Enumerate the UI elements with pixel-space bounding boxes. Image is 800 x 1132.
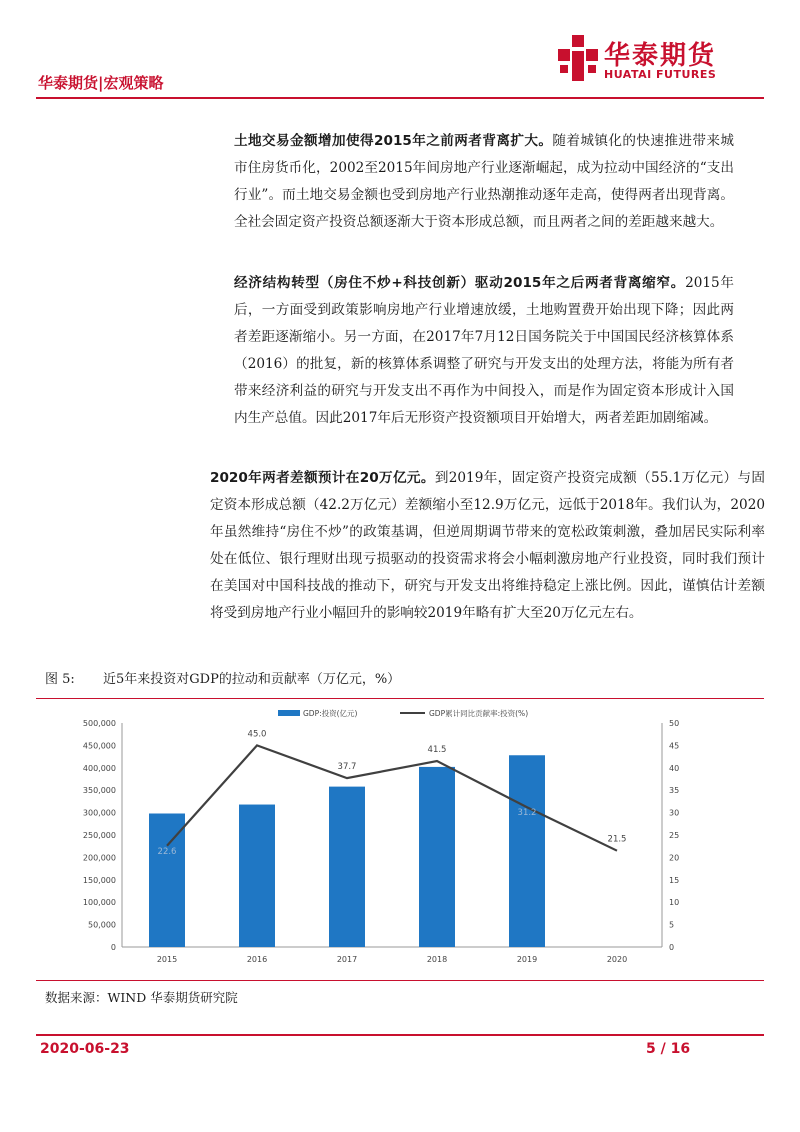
data-label-contribution-rate: 41.5 [427,745,447,756]
bar-investment [149,813,185,947]
x-axis-tick-label: 2018 [426,955,448,964]
paragraph-lead: 土地交易金额增加使得2015年之前两者背离扩大。 [234,133,553,149]
investment-gdp-chart [40,705,760,975]
header-section-title: 华泰期货|宏观策略 [38,74,164,92]
bar-investment [419,767,455,947]
paragraph-lead: 2020年两者差额预计在20万亿元。 [210,470,435,486]
figure-source: 数据来源：WIND 华泰期货研究院 [45,990,238,1005]
logo-text-cn: 华泰期货 [604,41,717,71]
paragraph-body: 2015年后，一方面受到政策影响房地产行业增速放缓，土地购置费开始出现下降；因此两者差距逐渐缩小。另一方面，在2017年7月12日国务院关于中国国民经济核算体系（2016）的批复，新的核算体系调整了研究与开发支出的处理方法，将能为所有者带来经济利益的研究与开发支出不再作为中间投入，而是作为固定资本形成计入国内生产总值。因此2017年后无形资产投资额项目开始增大，两者差距加剧缩减。 [234,275,734,426]
figure-bottom-divider [36,980,764,981]
right-axis-tick-label: 5 [669,920,675,930]
right-axis-tick-label: 40 [669,763,680,773]
data-label-contribution-rate: 21.5 [607,834,627,845]
left-axis-tick-label: 50,000 [88,920,116,930]
x-axis-tick-label: 2019 [516,955,538,964]
right-axis-tick-label: 20 [669,853,680,863]
paragraph-body: 随着城镇化的快速推进带来城市住房货币化，2002至2015年间房地产行业逐渐崛起，成为拉动中国经济的“支出行业”。而土地交易金额也受到房地产行业热潮推动逐年走高，使得两者出现背离。全社会固定资产投资总额逐渐大于资本形成总额，而且两者之间的差距越来越大。 [234,133,734,230]
right-axis-tick-label: 45 [669,741,680,751]
x-axis-tick-label: 2017 [336,955,358,964]
bar-investment [239,805,275,947]
x-axis-tick-label: 2016 [246,955,268,964]
left-axis-tick-label: 100,000 [82,898,116,908]
footer-divider [36,1034,764,1036]
paragraph-body: 到2019年，固定资产投资完成额（55.1万亿元）与固定资本形成总额（42.2万亿元）差额缩小至12.9万亿元，远低于2018年。我们认为，2020年虽然维持“房住不炒”的政策基调，但逆周期调节带来的宽松政策刺激，叠加居民实际利率处在低位、银行理财出现亏损驱动的投资需求将会小幅刺激房地产行业投资，同时我们预计在美国对中国科技战的推动下，研究与开发支出将维持稳定上涨比例。因此，谨慎估计差额将受到房地产行业小幅回升的影响较2019年略有扩大至20万亿元左右。 [210,470,765,621]
left-axis-tick-label: 450,000 [82,741,116,751]
left-axis-tick-label: 150,000 [82,875,116,885]
line-contribution-rate [167,745,617,850]
right-axis-tick-label: 15 [669,875,680,885]
x-axis-tick-label: 2015 [156,955,178,964]
footer-page-number: 5 / 16 [646,1041,691,1057]
right-axis-tick-label: 30 [669,808,680,818]
logo-text-en: HUATAI FUTURES [604,68,717,81]
data-label-contribution-rate: 22.6 [157,846,177,857]
logo-mark-icon [558,35,598,83]
legend-label-line: GDP累计同比贡献率:投资(%) [429,709,529,718]
right-axis-tick-label: 35 [669,786,680,796]
chart-svg [40,705,760,975]
paragraph-land-transaction [234,128,734,236]
left-axis-tick-label: 300,000 [82,808,116,818]
right-axis-tick-label: 50 [669,719,680,728]
bar-investment [509,755,545,947]
legend-label-bar: GDP:投资(亿元) [303,709,358,718]
figure-label: 图 5: [45,672,75,687]
x-axis-tick-label: 2020 [606,955,628,964]
company-logo [558,35,758,85]
paragraph-structural-transition [234,270,734,432]
left-axis-tick-label: 200,000 [82,853,116,863]
left-axis-tick-label: 400,000 [82,763,116,773]
figure-title: 近5年来投资对GDP的拉动和贡献率（万亿元，%） [103,672,401,687]
left-axis-tick-label: 0 [110,943,116,952]
header-divider [36,97,764,99]
right-axis-tick-label: 25 [669,831,680,840]
left-axis-tick-label: 350,000 [82,786,116,796]
paragraph-lead: 经济结构转型（房住不炒+科技创新）驱动2015年之后两者背离缩窄。 [234,275,686,291]
right-axis-tick-label: 0 [669,943,675,952]
right-axis-tick-label: 10 [669,898,680,908]
data-label-contribution-rate: 45.0 [247,729,267,740]
left-axis-tick-label: 250,000 [82,831,116,840]
bar-investment [329,787,365,947]
data-label-contribution-rate: 31.2 [517,808,537,819]
legend-swatch-bar [278,710,300,716]
figure-top-divider [36,698,764,699]
data-label-contribution-rate: 37.7 [337,762,357,773]
left-axis-tick-label: 500,000 [82,719,116,728]
paragraph-2020-forecast [210,465,765,627]
footer-date: 2020-06-23 [40,1041,130,1057]
